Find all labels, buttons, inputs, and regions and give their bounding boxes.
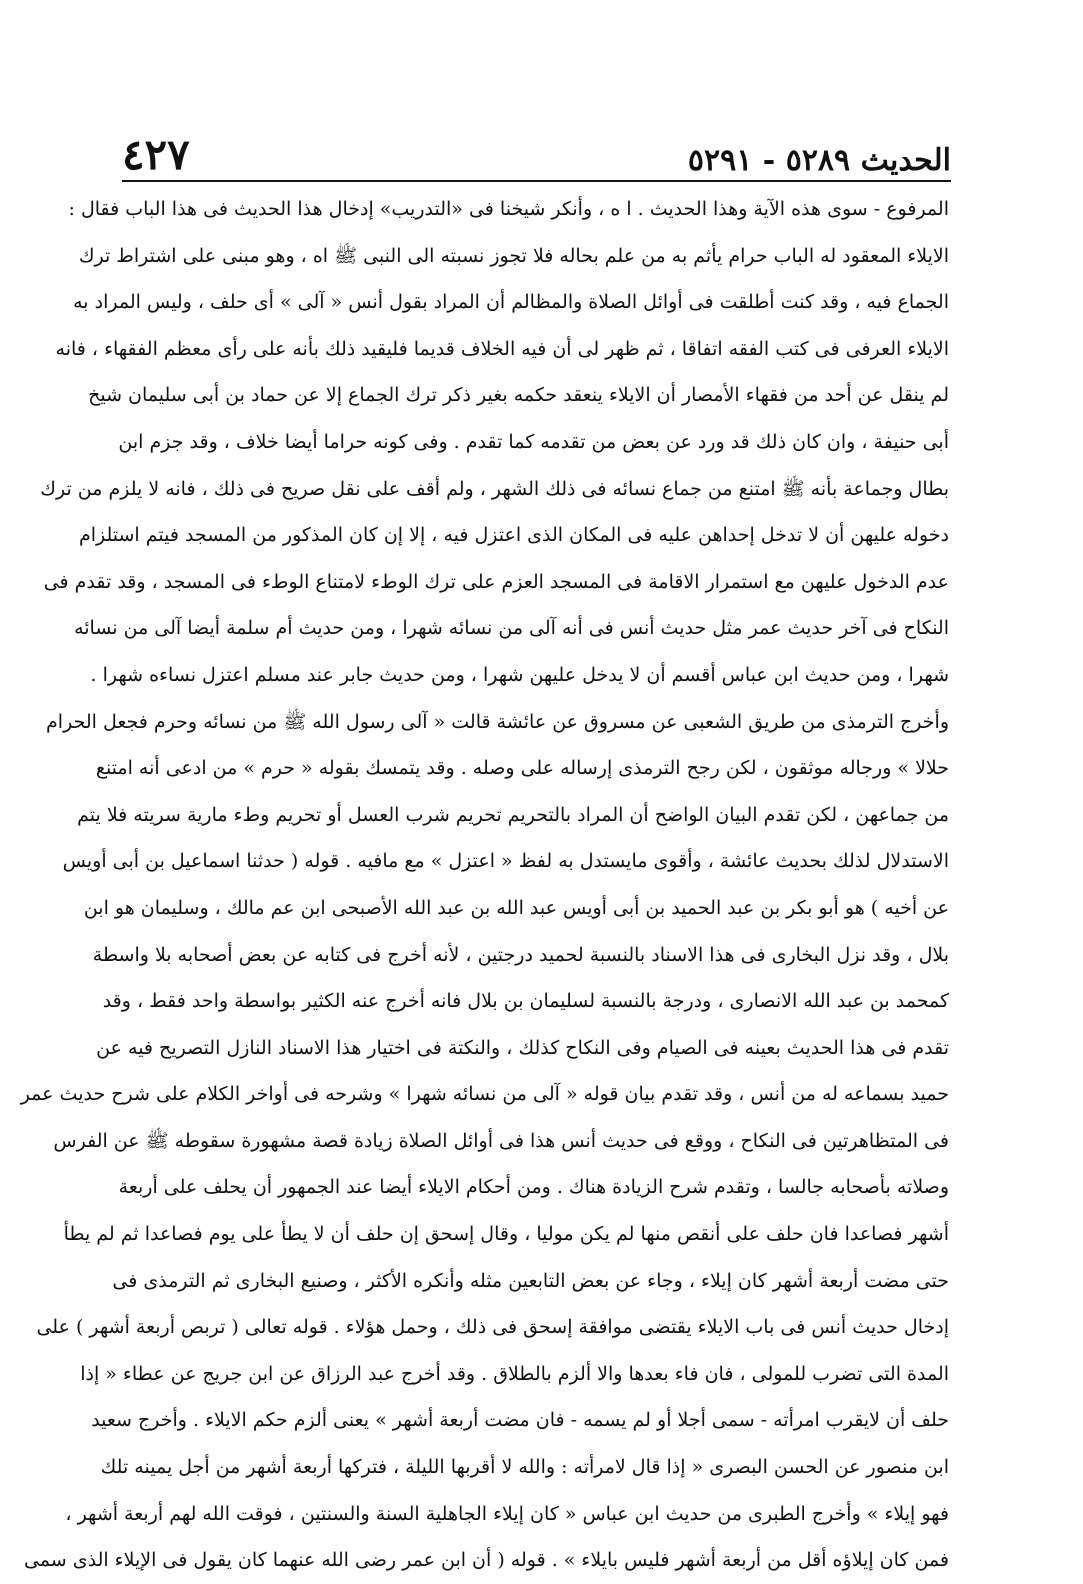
text-line: المرفوع - سوى هذه الآية وهذا الحديث . ا ه ، وأنكر شيخنا فى «التدريب» إدخال هذا الحديث فى هذا الباب فقال : (68, 198, 949, 220)
text-line: إدخال حديث أنس فى باب الايلاء يقتضى موافقة إسحق فى ذلك ، وحمل هؤلاء . قوله تعالى ( تربص أربعة أشهر ) على (36, 1316, 949, 1339)
header-rule (122, 180, 951, 182)
text-line: الايلاء العرفى فى كتب الفقه اتفاقا ، ثم ظهر لى أن فيه الخلاف قديما فليقيد ذلك بأنه على رأى معظم الفقهاء ، فانه (55, 337, 949, 360)
body-text (20, 186, 949, 1584)
page-number: ٤٢٧ (122, 130, 190, 179)
text-line: حميد بسماعه له من أنس ، وقد تقدم بيان قوله « آلى من نسائه شهرا » وشرحه فى أواخر الكلام على شرح حديث عمر (20, 1083, 949, 1106)
text-line: حلف أن لايقرب امرأته - سمى أجلا أو لم يسمه - فان مضت أربعة أشهر » يعنى ألزم حكم الايلاء . وأخرج سعيد (91, 1409, 949, 1432)
text-line: أشهر فصاعدا فان حلف على أنقص منها لم يكن موليا ، وقال إسحق إن حلف أن لا يطأ على يوم فصاعدا ثم لم يطأ (63, 1223, 949, 1246)
text-line: فهو إيلاء » وأخرج الطبرى من حديث ابن عباس « كان إيلاء الجاهلية السنة والسنتين ، فوقت الله لهم أربعة أشهر ، (65, 1502, 949, 1525)
text-line: المدة التى تضرب للمولى ، فان فاء بعدها والا ألزم بالطلاق . وقد أخرج عبد الرزاق عن ابن جريج عن عطاء « إذا (80, 1362, 949, 1385)
text-line: فى المتظاهرتين فى النكاح ، ووقع فى حديث أنس هذا فى أوائل الصلاة زيادة قصة مشهورة سقوطه ﷺ عن الفرس (53, 1129, 949, 1152)
page-header (122, 128, 951, 179)
text-line: حلالا » ورجاله موثقون ، لكن رجح الترمذى إرساله على وصله . وقد يتمسك بقوله « حرم » من ادعى أنه امتنع (95, 757, 949, 780)
text-line: دخوله عليهن أن لا تدخل إحداهن عليه فى المكان الذى اعتزل فيه ، إلا إن كان المذكور من المسجد فيتم استلزام (78, 524, 949, 547)
text-line: كمحمد بن عبد الله الانصارى ، ودرجة بالنسبة لسليمان بن بلال فانه أخرج عنه الكثير بواسطة واحد فقط ، وقد (102, 990, 949, 1013)
text-line: وأخرج الترمذى من طريق الشعبى عن مسروق عن عائشة قالت « آلى رسول الله ﷺ من نسائه وحرم فجعل الحرام (46, 710, 949, 733)
running-head: الحديث ٥٢٨٩ - ٥٢٩١ (687, 143, 951, 178)
text-line: من جماعهن ، لكن تقدم البيان الواضح أن المراد بالتحريم تحريم شرب العسل أو تحريم وطء مارية سريته فلا يتم (77, 803, 949, 826)
text-line: فمن كان إيلاؤه أقل من أربعة أشهر فليس بايلاء » . قوله ( أن ابن عمر رضى الله عنهما كان يقول فى الإيلاء الذى سمى (23, 1549, 949, 1572)
text-line: أبى حنيفة ، وان كان ذلك قد ورد عن بعض من تقدمه كما تقدم . وفى كونه حراما أيضا خلاف ، وقد جزم ابن (118, 430, 949, 453)
text-line: ابن منصور عن الحسن البصرى « إذا قال لامرأته : والله لا أقربها الليلة ، فتركها أربعة أشهر من أجل يمينه تلك (100, 1456, 949, 1479)
text-line: بطال وجماعة بأنه ﷺ امتنع من جماع نسائه فى ذلك الشهر ، ولم أقف على نقل صريح فى ذلك ، فانه لا يلزم من ترك (40, 477, 949, 500)
text-line: تقدم فى هذا الحديث بعينه فى الصيام وفى النكاح كذلك ، والنكتة فى اختيار هذا الاسناد النازل التصريح فيه عن (96, 1036, 949, 1059)
text-line: شهرا ، ومن حديث ابن عباس أقسم أن لا يدخل عليهن شهرا ، ومن حديث جابر عند مسلم اعتزل نساءه شهرا . (90, 663, 949, 686)
text-line: الجماع فيه ، وقد كنت أطلقت فى أوائل الصلاة والمظالم أن المراد بقول أنس « آلى » أى حلف ، وليس المراد به (73, 291, 949, 314)
text-line: حتى مضت أربعة أشهر كان إيلاء ، وجاء عن بعض التابعين مثله وأنكره الأكثر ، وصنيع البخارى ثم الترمذى فى (112, 1269, 949, 1292)
text-line: وصلاته بأصحابه جالسا ، وتقدم شرح الزيادة هناك . ومن أحكام الايلاء أيضا عند الجمهور أن يحلف على أربعة (118, 1176, 949, 1199)
text-line: الاستدلال لذلك بحديث عائشة ، وأقوى مايستدل به لفظ « اعتزل » مع مافيه . قوله ( حدثنا اسماعيل بن أبى أويس (62, 850, 949, 873)
text-line: الايلاء المعقود له الباب حرام يأثم به من علم بحاله فلا تجوز نسبته الى النبى ﷺ اه ، وهو مبنى على اشتراط ترك (78, 244, 949, 267)
text-line: لم ينقل عن أحد من فقهاء الأمصار أن الايلاء ينعقد حكمه بغير ذكر ترك الجماع إلا عن حماد بن أبى سليمان شيخ (88, 384, 949, 407)
text-line: عن أخيه ) هو أبو بكر بن عبد الحميد بن أبى أويس عبد الله بن عبد الله الأصبحى ابن عم مالك ، وسليمان هو ابن (83, 896, 949, 919)
text-line: بلال ، وقد نزل البخارى فى هذا الاسناد بالنسبة لحميد درجتين ، لأنه أخرج فى كتابه عن بعض أصحابه بلا واسطة (92, 943, 949, 966)
text-line: عدم الدخول عليهن مع استمرار الاقامة فى المسجد العزم على ترك الوطء لامتناع الوطء فى المسجد ، وقد تقدم فى (43, 570, 949, 593)
text-line: النكاح فى آخر حديث عمر مثل حديث أنس فى أنه آلى من نسائه شهرا ، ومن حديث أم سلمة أيضا آلى من نسائه (74, 617, 949, 640)
